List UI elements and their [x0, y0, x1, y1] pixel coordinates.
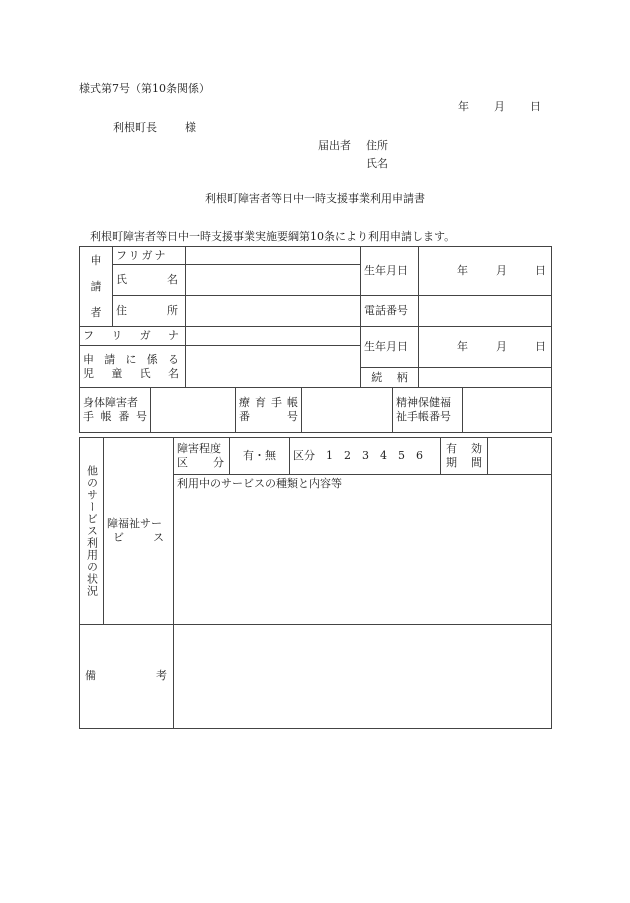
validity-period-field[interactable]: [488, 438, 552, 475]
ryoiku-handbook-field[interactable]: [302, 388, 393, 433]
child-birthdate-field[interactable]: 年 月 日: [419, 327, 552, 368]
address-label: 住所: [366, 139, 388, 152]
applicant-cell: 申 請 者: [80, 247, 113, 327]
applicant-table: [79, 246, 552, 388]
name-label: 氏名: [366, 157, 388, 170]
disability-degree-label: 障害程度 区 分: [174, 438, 230, 475]
address-field[interactable]: [186, 296, 361, 327]
child-name-field[interactable]: [186, 346, 361, 388]
remarks-label: 備 考: [80, 624, 174, 728]
child-birthdate-label: 生年月日: [361, 327, 419, 368]
address-label-cell: 住 所: [113, 296, 186, 327]
date-day-label: 日: [530, 100, 541, 113]
date-year-label: 年: [458, 100, 469, 113]
name-field[interactable]: [186, 265, 361, 296]
child-furigana-field[interactable]: [186, 327, 361, 346]
furigana-label: フリガナ: [113, 247, 186, 265]
validity-period-label: 有 効 期 間: [441, 438, 488, 475]
yes-no-option[interactable]: 有・無: [230, 438, 290, 475]
handbook-table: [79, 387, 552, 433]
mental-handbook-label: 精神保健福 祉手帳番号: [393, 388, 463, 433]
page-title: 利根町障害者等日中一時支援事業利用申請書: [205, 192, 425, 205]
physical-handbook-label: 身体障害者 手 帳 番 号: [80, 388, 151, 433]
remarks-field[interactable]: [174, 624, 552, 728]
applicant-label: 届出者: [318, 139, 351, 152]
furigana-field[interactable]: [186, 247, 361, 265]
classification-options[interactable]: 区分 1 2 3 4 5 6: [290, 438, 441, 475]
service-content-label: 利用中のサービスの種類と内容等: [177, 477, 342, 491]
honorific: 様: [185, 121, 196, 134]
addressee: 利根町長: [113, 121, 157, 134]
physical-handbook-field[interactable]: [151, 388, 236, 433]
intro-text: 利根町障害者等日中一時支援事業実施要綱第10条により利用申請します。: [90, 230, 456, 243]
name-label-cell: 氏 名: [113, 265, 186, 296]
birthdate-label: 生年月日: [361, 247, 419, 296]
ryoiku-handbook-label: 療 育 手 帳 番 号: [236, 388, 302, 433]
service-content-field[interactable]: [174, 475, 552, 625]
mental-handbook-field[interactable]: [463, 388, 552, 433]
phone-field[interactable]: [419, 296, 552, 327]
phone-label: 電話番号: [361, 296, 419, 327]
relation-label: 続 柄: [361, 368, 419, 388]
child-name-label: 申 請 に 係 る 児 童 氏 名: [80, 346, 186, 388]
date-month-label: 月: [494, 100, 505, 113]
child-furigana-label: フ リ ガ ナ: [80, 327, 186, 346]
birthdate-field[interactable]: 年 月 日: [419, 247, 552, 296]
welfare-service-label: 障福祉サー ビ ス: [104, 438, 174, 625]
relation-field[interactable]: [419, 368, 552, 388]
services-table: [79, 437, 552, 729]
other-services-label: 他のサービス利用の状況: [80, 438, 104, 625]
form-number: 様式第7号（第10条関係）: [79, 82, 210, 95]
